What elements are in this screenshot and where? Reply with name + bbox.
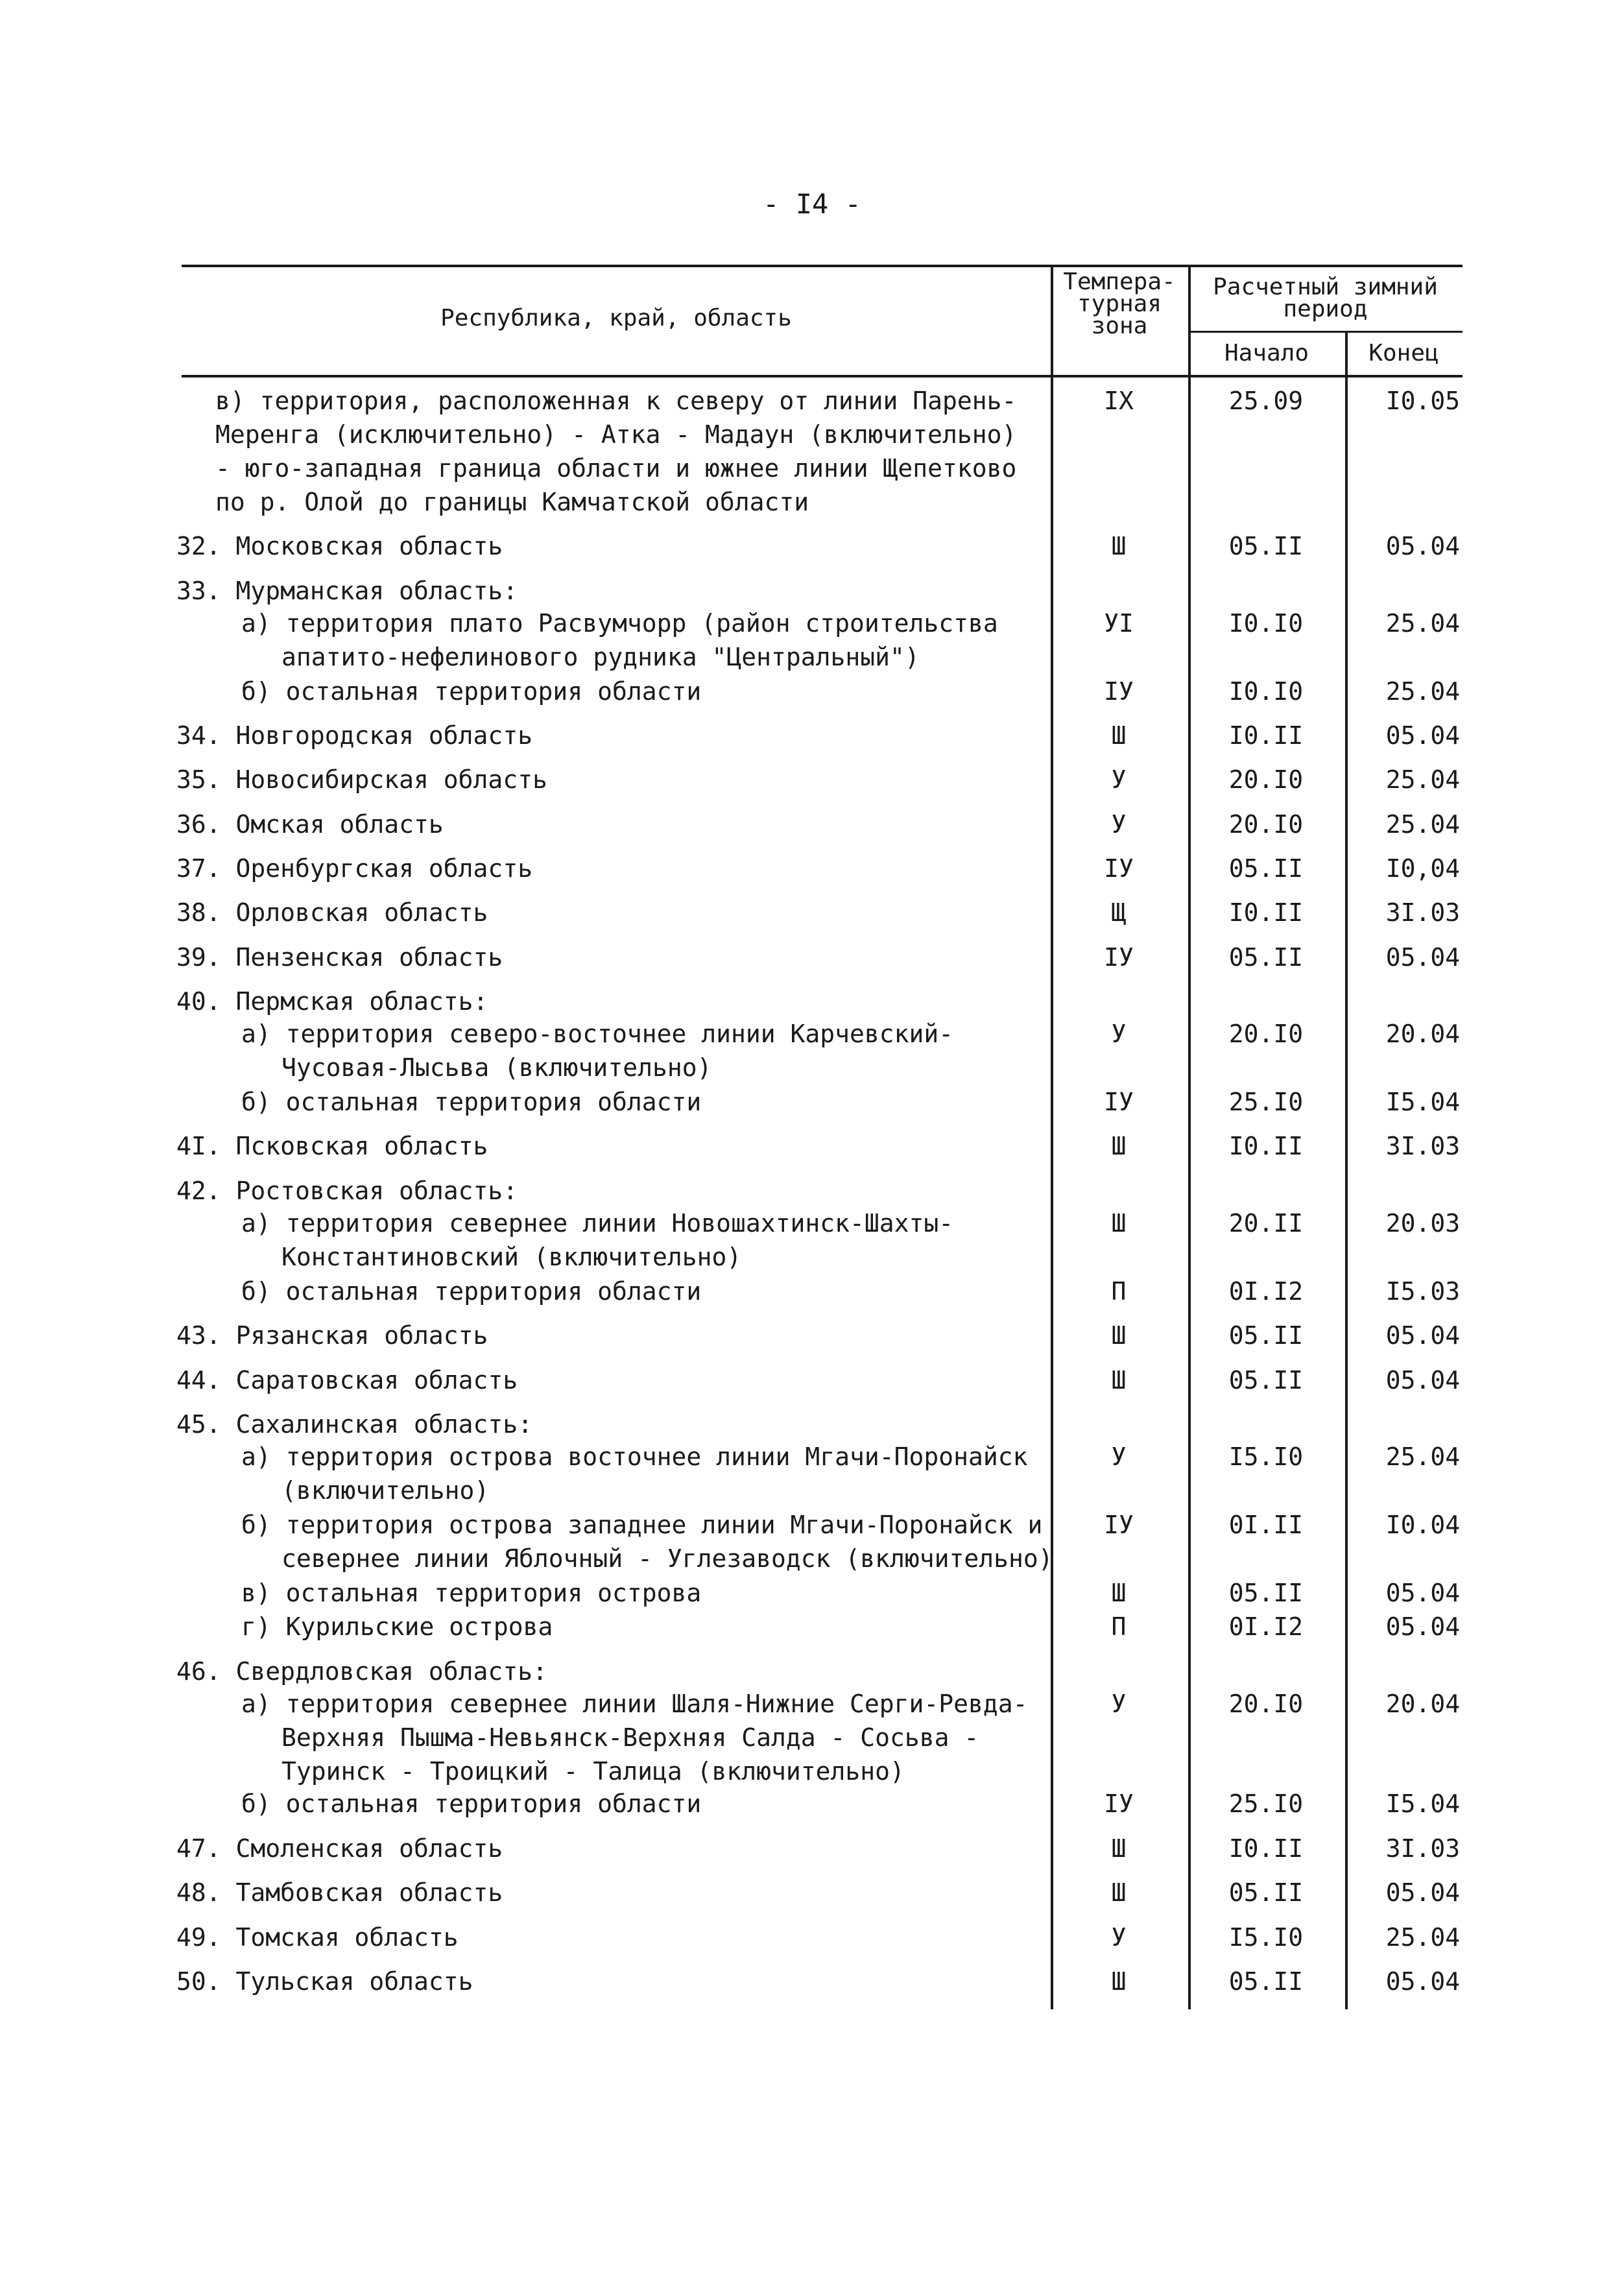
row-start-date: I0.II [1228,898,1304,927]
row-end-date: I0.05 [1385,387,1461,415]
row-start-date: 05.II [1228,532,1304,560]
row-end-date: 05.04 [1385,1579,1461,1607]
row-zone: IУ [1104,677,1134,706]
row-zone: Ш [1111,1209,1127,1238]
row-region-text: 43. Рязанская область [176,1321,488,1350]
header-zone-line-3: зона [1091,313,1148,339]
row-zone: Ш [1111,721,1127,750]
header-period [1188,276,1463,320]
row-zone: У [1111,765,1127,794]
row-region-continuation: апатито-нефелинового рудника "Центральный") [281,643,920,671]
row-start-date: I5.I0 [1228,1442,1304,1471]
row-zone: Ш [1111,1579,1127,1607]
row-zone: У [1111,1690,1127,1718]
row-end-date: 05.04 [1385,1321,1461,1350]
row-start-date: 05.II [1228,1878,1304,1907]
row-start-date: I0.II [1228,721,1304,750]
row-end-date: I5.04 [1385,1789,1461,1818]
row-end-date: 3I.03 [1385,1834,1461,1863]
row-start-date: 05.II [1228,1366,1304,1394]
row-start-date: 05.II [1228,1321,1304,1350]
row-region-continuation: (включительно) [281,1476,490,1505]
row-zone: IУ [1104,1511,1134,1539]
row-region-text: а) территория севернее линии Шаля-Нижние Серги-Ревда- [241,1690,1028,1718]
row-end-date: 05.04 [1385,721,1461,750]
end-column-left-rule [1345,332,1348,2009]
row-start-date: 20.I0 [1228,1020,1304,1048]
row-zone: Ш [1111,1132,1127,1160]
row-region-text: 50. Тульская область [176,1967,473,1996]
row-region-text: г) Курильские острова [241,1612,553,1641]
row-start-date: 05.II [1228,1579,1304,1607]
row-end-date: 05.04 [1385,532,1461,560]
row-region-text: 38. Орловская область [176,898,488,927]
header-zone-line-2: турная [1077,291,1162,317]
row-end-date: I0,04 [1385,854,1461,883]
row-start-date: 0I.II [1228,1511,1304,1539]
row-zone: П [1111,1277,1127,1306]
row-end-date: 05.04 [1385,943,1461,972]
header-zone-line-1: Темпера- [1063,269,1176,295]
row-region-text: 44. Саратовская область [176,1366,518,1394]
row-start-date: 20.II [1228,1209,1304,1238]
row-zone: IX [1104,387,1134,415]
row-region-text: 46. Свердловская область: [176,1657,547,1686]
row-zone: У [1111,810,1127,839]
row-start-date: 05.II [1228,943,1304,972]
row-start-date: 20.I0 [1228,1690,1304,1718]
row-start-date: I0.I0 [1228,609,1304,638]
row-region-text: б) остальная территория области [241,1789,702,1818]
row-region-continuation: Туринск - Троицкий - Талица (включительно) [281,1757,905,1786]
header-end: Конец [1368,340,1439,366]
row-start-date: I5.I0 [1228,1923,1304,1952]
row-start-date: 05.II [1228,1967,1304,1996]
row-region-text: а) территория острова восточнее линии Мгачи-Поронайск [241,1442,1028,1471]
row-end-date: 05.04 [1385,1366,1461,1394]
row-region-continuation: Меренга (исключительно) - Атка - Мадаун (включительно) [215,420,1017,449]
row-region-text: 47. Смоленская область [176,1834,503,1863]
header-zone [1051,271,1188,337]
row-start-date: I0.II [1228,1834,1304,1863]
row-region-text: б) остальная территория области [241,1277,702,1306]
row-end-date: 20.04 [1385,1690,1461,1718]
row-zone: П [1111,1612,1127,1641]
row-region-continuation: Верхняя Пышма-Невьянск-Верхняя Салда - Сосьва - [281,1723,979,1752]
row-region-text: 35. Новосибирская область [176,765,547,794]
row-region-text: 32. Московская область [176,532,503,560]
row-end-date: 25.04 [1385,1442,1461,1471]
row-zone: IУ [1104,943,1134,972]
row-start-date: I0.I0 [1228,677,1304,706]
row-region-continuation: Константиновский (включительно) [281,1243,742,1271]
row-region-text: 49. Томская область [176,1923,459,1952]
row-end-date: I5.03 [1385,1277,1461,1306]
row-end-date: 20.04 [1385,1020,1461,1048]
row-end-date: 25.04 [1385,810,1461,839]
row-region-text: а) территория северо-восточнее линии Карчевский- [241,1020,954,1048]
row-region-text: а) территория плато Расвумчорр (район строительства [241,609,998,638]
row-region-continuation: - юго-западная граница области и южнее линии Щепетково [215,454,1017,483]
row-region-text: 36. Омская область [176,810,444,839]
row-region-text: 40. Пермская область: [176,987,488,1016]
row-end-date: I0.04 [1385,1511,1461,1539]
header-period-line-2: период [1283,296,1368,322]
row-start-date: 25.I0 [1228,1088,1304,1116]
row-end-date: 25.04 [1385,765,1461,794]
row-end-date: 3I.03 [1385,898,1461,927]
row-region-text: 34. Новгородская область [176,721,533,750]
row-start-date: 20.I0 [1228,810,1304,839]
row-region-continuation: по р. Олой до границы Камчатской области [215,488,809,516]
header-region: Республика, край, область [440,305,792,331]
row-region-text: в) остальная территория острова [241,1579,702,1607]
row-zone: Щ [1111,898,1127,927]
row-region-text: 37. Оренбургская область [176,854,533,883]
row-start-date: 0I.I2 [1228,1612,1304,1641]
row-region-text: 42. Ростовская область: [176,1177,518,1205]
row-region-text: а) территория севернее линии Новошахтинск-Шахты- [241,1209,954,1238]
row-end-date: 25.04 [1385,677,1461,706]
row-start-date: 25.09 [1228,387,1304,415]
row-end-date: 25.04 [1385,1923,1461,1952]
row-zone: Ш [1111,1834,1127,1863]
row-zone: Ш [1111,1878,1127,1907]
row-region-text: 33. Мурманская область: [176,577,518,605]
row-end-date: 05.04 [1385,1878,1461,1907]
row-region-continuation: севернее линии Яблочный - Углезаводск (включительно) [281,1544,1053,1573]
row-start-date: 25.I0 [1228,1789,1304,1818]
header-period-line-1: Расчетный зимний [1213,274,1438,300]
row-zone: У [1111,1020,1127,1048]
row-start-date: I0.II [1228,1132,1304,1160]
row-end-date: I5.04 [1385,1088,1461,1116]
page-number: - I4 - [763,188,861,220]
row-region-text: 39. Пензенская область [176,943,503,972]
row-region-text: 4I. Псковская область [176,1132,488,1160]
row-end-date: 05.04 [1385,1612,1461,1641]
row-start-date: 0I.I2 [1228,1277,1304,1306]
row-zone: Ш [1111,1366,1127,1394]
row-zone: У [1111,1923,1127,1952]
row-zone: У [1111,1442,1127,1471]
row-end-date: 3I.03 [1385,1132,1461,1160]
row-region-text: 45. Сахалинская область: [176,1410,533,1439]
row-region-text: б) остальная территория области [241,1088,702,1116]
row-region-text: 48. Тамбовская область [176,1878,503,1907]
header-start: Начало [1224,340,1309,366]
row-end-date: 20.03 [1385,1209,1461,1238]
header-bottom-rule [182,375,1463,377]
row-region-text: б) территория острова западнее линии Мгачи-Поронайск и [241,1511,1043,1539]
row-region-continuation: Чусовая-Лысьва (включительно) [281,1053,712,1082]
row-start-date: 05.II [1228,854,1304,883]
row-zone: Ш [1111,1967,1127,1996]
row-region-text: б) остальная территория области [241,677,702,706]
row-end-date: 25.04 [1385,609,1461,638]
row-zone: УI [1104,609,1134,638]
table-top-rule [182,265,1463,267]
row-end-date: 05.04 [1385,1967,1461,1996]
period-subheader-rule [1188,331,1463,333]
row-zone: Ш [1111,1321,1127,1350]
row-zone: IУ [1104,1789,1134,1818]
row-zone: IУ [1104,1088,1134,1116]
row-region-text: в) территория, расположенная к северу от линии Парень- [215,387,1017,415]
row-zone: Ш [1111,532,1127,560]
row-start-date: 20.I0 [1228,765,1304,794]
row-zone: IУ [1104,854,1134,883]
